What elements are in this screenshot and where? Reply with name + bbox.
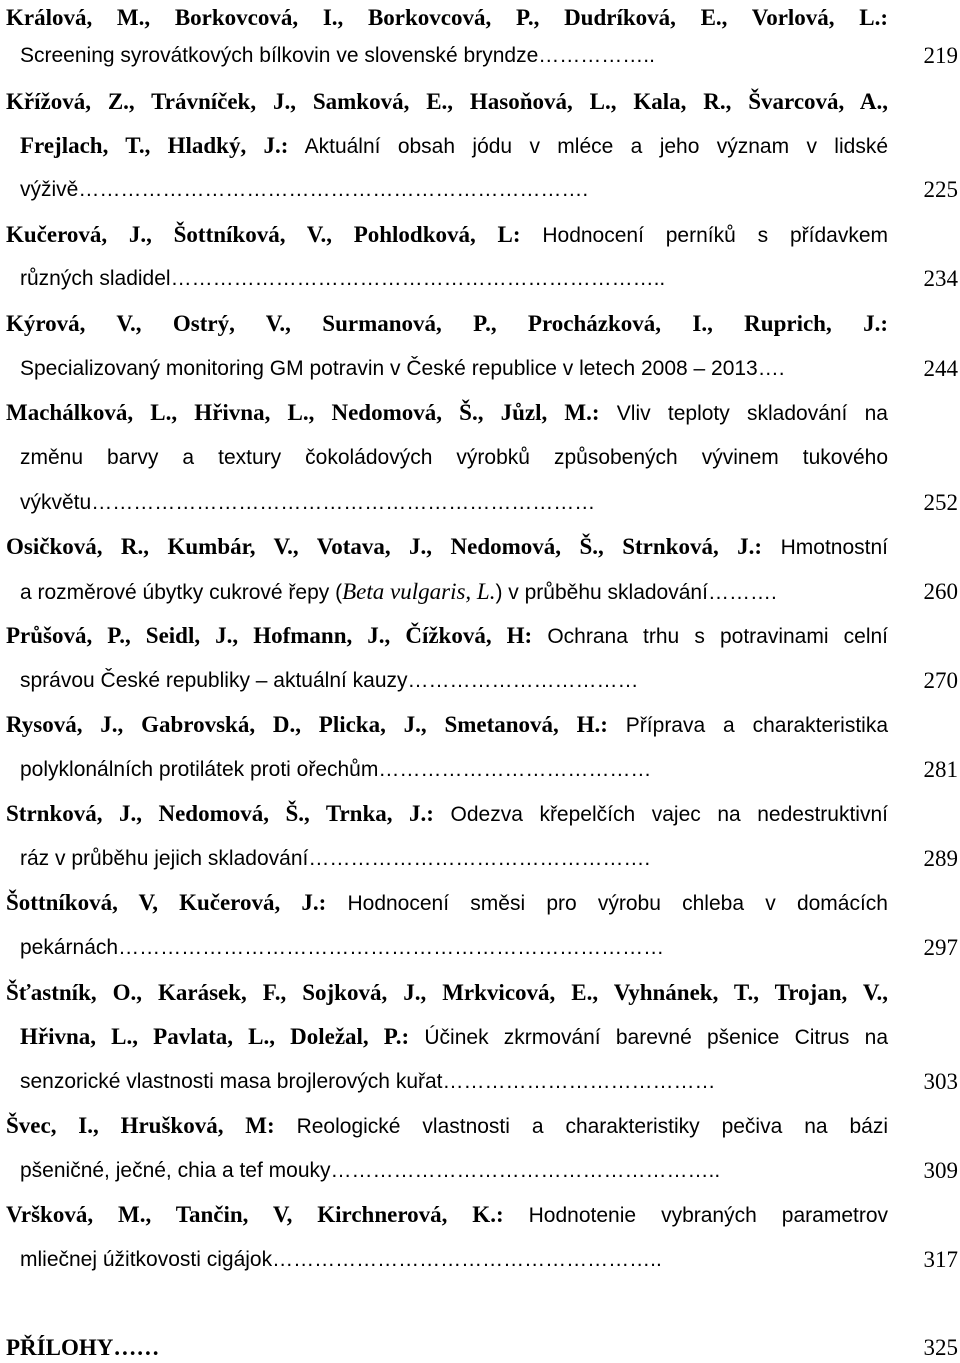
toc-entry-title: pekárnách…………………………………………………………………… <box>20 936 665 959</box>
toc-appendix: PŘÍLOHY…… <box>6 1335 160 1360</box>
toc-entry-title: výkvětu……………………………………………………………… <box>20 491 596 514</box>
toc-page-number: 225 <box>923 177 958 202</box>
toc-page-number: 325 <box>923 1335 958 1360</box>
toc-entry-title: a rozměrové úbytky cukrové řepy (Beta vulgaris, L.) v průběhu skladování………. <box>20 579 777 604</box>
toc-entry-title: pšeničné, ječné, chia a tef mouky……………………………………………….. <box>20 1159 721 1182</box>
toc-entry-authors: Strnková, J., Nedomová, Š., Trnka, J.: Odezva křepelčích vajec na nedestruktivní <box>6 801 888 826</box>
toc-entry-title: senzorické vlastnosti masa brojlerových kuřat………………………………… <box>20 1070 716 1093</box>
toc-entry-authors: Osičková, R., Kumbár, V., Votava, J., Nedomová, Š., Strnková, J.: Hmotnostní <box>6 534 888 559</box>
toc-entry-title: změnu barvy a textury čokoládových výrobků způsobených vývinem tukového <box>20 446 888 469</box>
toc-entry-authors: Šottníková, V, Kučerová, J.: Hodnocení směsi pro výrobu chleba v domácích <box>6 890 888 915</box>
toc-page-number: 309 <box>923 1158 958 1183</box>
toc-page-number: 303 <box>923 1069 958 1094</box>
toc-entry-title: polyklonálních protilátek proti ořechům………………………………… <box>20 758 652 781</box>
toc-page-number: 252 <box>923 490 958 515</box>
toc-entry-authors: Vršková, M., Tančin, V, Kirchnerová, K.: Hodnotenie vybraných parametrov <box>6 1202 889 1227</box>
toc-entry-authors: Machálková, L., Hřivna, L., Nedomová, Š., Jůzl, M.: Vliv teploty skladování na <box>6 400 888 425</box>
toc-entry-title: ráz v průběhu jejich skladování…………………………………………. <box>20 847 651 870</box>
toc-entry-authors: Křížová, Z., Trávníček, J., Samková, E., Hasoňová, L., Kala, R., Švarcová, A., <box>6 89 888 114</box>
toc-entry-title: správou České republiky – aktuální kauzy…………………………… <box>20 669 639 692</box>
toc-page-number: 234 <box>923 266 958 291</box>
toc-page-number: 270 <box>923 668 958 693</box>
toc-entry-authors: Kučerová, J., Šottníková, V., Pohlodková, L: Hodnocení perníků s přídavkem <box>6 222 888 247</box>
toc-page-number: 297 <box>923 935 958 960</box>
toc-entry-authors: Šťastník, O., Karásek, F., Sojková, J., Mrkvicová, E., Vyhnánek, T., Trojan, V., <box>6 980 888 1005</box>
toc-entry-title: mliečnej úžitkovosti cigájok……………………………………………….. <box>20 1248 662 1271</box>
toc-entry-title: Hřivna, L., Pavlata, L., Doležal, P.: Účinek zkrmování barevné pšenice Citrus na <box>20 1024 888 1049</box>
toc-entry-authors: Průšová, P., Seidl, J., Hofmann, J., Čížková, H: Ochrana trhu s potravinami celní <box>6 623 889 648</box>
toc-page-number: 317 <box>923 1247 958 1272</box>
toc-page-number: 219 <box>923 43 958 68</box>
toc-entry-title: Frejlach, T., Hladký, J.: Aktuální obsah jódu v mléce a jeho význam v lidské <box>20 133 888 158</box>
toc-entry-title: různých sladidel…………………………………………………………….. <box>20 267 666 290</box>
toc-page-number: 260 <box>923 579 958 604</box>
toc-page-number: 244 <box>923 356 958 381</box>
toc-page-number: 281 <box>923 757 958 782</box>
toc-entry-authors: Králová, M., Borkovcová, I., Borkovcová, P., Dudríková, E., Vorlová, L.: <box>6 5 888 30</box>
toc-entry-title: výživě………………………………………………………………. <box>20 178 589 201</box>
toc-entry-title: Screening syrovátkových bílkovin ve slovenské bryndze…………….. <box>20 44 655 67</box>
toc-entry-authors: Kýrová, V., Ostrý, V., Surmanová, P., Procházková, I., Ruprich, J.: <box>6 311 888 336</box>
toc-entry-authors: Rysová, J., Gabrovská, D., Plicka, J., Smetanová, H.: Příprava a charakteristika <box>6 712 888 737</box>
toc-page-number: 289 <box>923 846 958 871</box>
toc-entry-title: Specializovaný monitoring GM potravin v České republice v letech 2008 – 2013…. <box>20 357 785 380</box>
toc-entry-authors: Švec, I., Hrušková, M: Reologické vlastnosti a charakteristiky pečiva na bázi <box>6 1113 888 1138</box>
